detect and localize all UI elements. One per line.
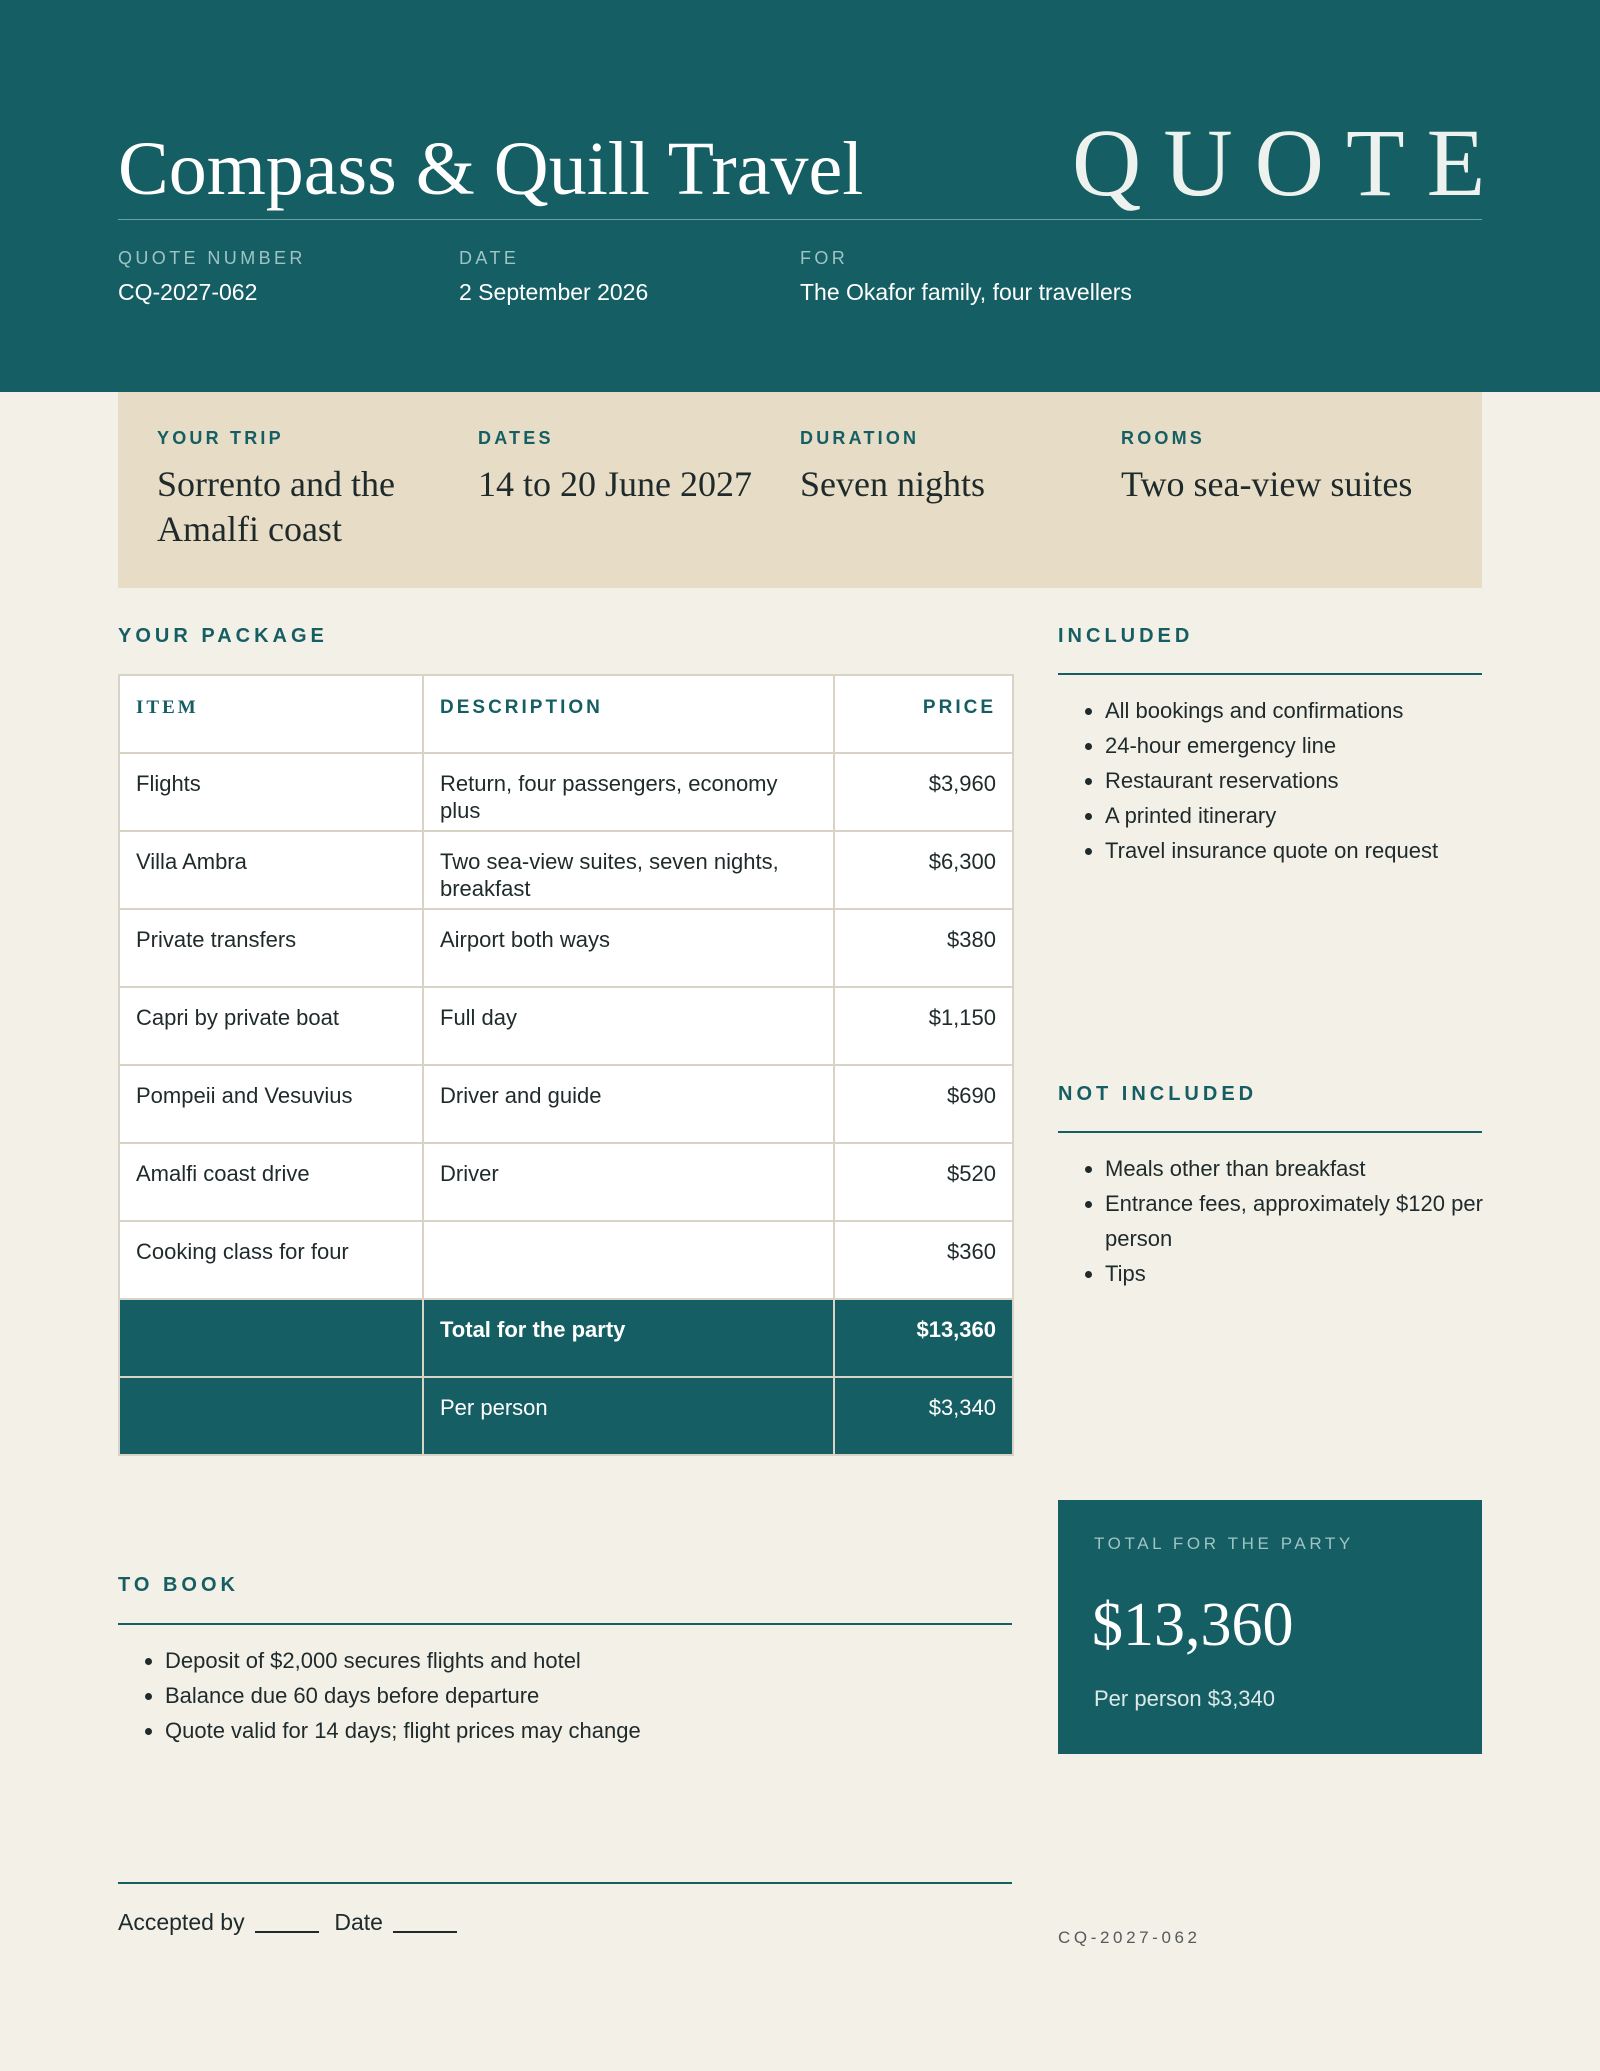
included-list xyxy=(1058,693,1545,868)
total-value: $13,360 xyxy=(834,1299,1013,1377)
total-row-spacer xyxy=(119,1299,423,1377)
per-person-row-spacer xyxy=(119,1377,423,1455)
row-price: $6,300 xyxy=(834,831,1013,909)
footer-quote-number: CQ-2027-062 xyxy=(1058,1928,1201,1947)
total-box-label: TOTAL FOR THE PARTY xyxy=(1094,1534,1354,1553)
row-item: Capri by private boat xyxy=(119,987,423,1065)
row-item: Villa Ambra xyxy=(119,831,423,909)
trip-summary xyxy=(118,392,1482,588)
table-row xyxy=(119,753,1013,831)
total-summary-box xyxy=(1058,1500,1482,1754)
list-item: • Meals other than breakfast xyxy=(1105,1151,1545,1186)
for-label: FOR xyxy=(800,248,849,268)
list-item: • Tips xyxy=(1105,1256,1545,1291)
row-item: Pompeii and Vesuvius xyxy=(119,1065,423,1143)
package-heading: YOUR PACKAGE xyxy=(118,625,328,647)
rooms-value: Two sea-view suites xyxy=(1121,464,1413,504)
row-description: Full day xyxy=(423,987,834,1065)
list-item: • Restaurant reservations xyxy=(1105,763,1545,798)
list-item: • Travel insurance quote on request xyxy=(1105,833,1545,868)
list-item: • Entrance fees, approximately $120 per person xyxy=(1105,1186,1545,1256)
per-person-row xyxy=(119,1377,1013,1455)
dates-value: 14 to 20 June 2027 xyxy=(478,464,752,504)
included-heading: INCLUDED xyxy=(1058,625,1194,647)
list-item: • 24-hour emergency line xyxy=(1105,728,1545,763)
acceptance-line xyxy=(118,1909,457,1936)
list-item: • Quote valid for 14 days; flight prices may change xyxy=(165,1713,1045,1748)
duration-value: Seven nights xyxy=(800,464,985,504)
row-price: $360 xyxy=(834,1221,1013,1299)
booking-divider xyxy=(118,1623,1012,1625)
for-value: The Okafor family, four travellers xyxy=(800,279,1132,305)
table-row xyxy=(119,1065,1013,1143)
table-header-row xyxy=(119,675,1013,753)
per-person-label: Per person xyxy=(423,1377,834,1455)
quote-number-value: CQ-2027-062 xyxy=(118,279,258,305)
brand-name: Compass & Quill Travel xyxy=(118,127,864,211)
row-price: $520 xyxy=(834,1143,1013,1221)
row-price: $3,960 xyxy=(834,753,1013,831)
list-item: • All bookings and confirmations xyxy=(1105,693,1545,728)
row-description: Two sea-view suites, seven nights, breakfast xyxy=(423,831,834,909)
document-title: QUOTE xyxy=(1072,109,1508,216)
date-value: 2 September 2026 xyxy=(459,279,649,305)
not-included-divider xyxy=(1058,1131,1482,1133)
row-price: $690 xyxy=(834,1065,1013,1143)
row-description: Return, four passengers, economy plus xyxy=(423,753,834,831)
booking-list xyxy=(118,1643,1045,1748)
row-price: $1,150 xyxy=(834,987,1013,1065)
header-divider xyxy=(118,219,1482,220)
row-description: Driver xyxy=(423,1143,834,1221)
table-row xyxy=(119,831,1013,909)
list-item: • Deposit of $2,000 secures flights and hotel xyxy=(165,1643,1045,1678)
signature-divider xyxy=(118,1882,1012,1884)
row-item: Cooking class for four xyxy=(119,1221,423,1299)
total-row xyxy=(119,1299,1013,1377)
table-row xyxy=(119,987,1013,1065)
row-item: Amalfi coast drive xyxy=(119,1143,423,1221)
booking-heading: TO BOOK xyxy=(118,1574,239,1596)
total-label: Total for the party xyxy=(423,1299,834,1377)
row-description xyxy=(423,1221,834,1299)
row-description: Airport both ways xyxy=(423,909,834,987)
column-header-item: ITEM xyxy=(119,675,423,753)
column-header-description: DESCRIPTION xyxy=(423,675,834,753)
accepted-by-label: Accepted by xyxy=(118,1909,245,1935)
not-included-heading: NOT INCLUDED xyxy=(1058,1083,1258,1105)
column-header-price: PRICE xyxy=(834,675,1013,753)
dates-label: DATES xyxy=(478,428,554,448)
included-divider xyxy=(1058,673,1482,675)
date-field-label: Date xyxy=(334,1909,383,1935)
row-item: Private transfers xyxy=(119,909,423,987)
row-item: Flights xyxy=(119,753,423,831)
header-band xyxy=(0,0,1600,392)
accepted-by-field[interactable] xyxy=(255,1931,319,1933)
quote-number-label: QUOTE NUMBER xyxy=(118,248,306,268)
trip-label: YOUR TRIP xyxy=(157,428,284,448)
not-included-list xyxy=(1058,1151,1545,1291)
table-row xyxy=(119,1221,1013,1299)
list-item: • Balance due 60 days before departure xyxy=(165,1678,1045,1713)
row-description: Driver and guide xyxy=(423,1065,834,1143)
total-box-per-person: Per person $3,340 xyxy=(1094,1686,1276,1711)
row-price: $380 xyxy=(834,909,1013,987)
date-field[interactable] xyxy=(393,1931,457,1933)
rooms-label: ROOMS xyxy=(1121,428,1206,448)
list-item: • A printed itinerary xyxy=(1105,798,1545,833)
date-label: DATE xyxy=(459,248,520,268)
per-person-value: $3,340 xyxy=(834,1377,1013,1455)
table-row xyxy=(119,1143,1013,1221)
table-row xyxy=(119,909,1013,987)
package-table xyxy=(118,674,1014,1456)
trip-value: Sorrento and the Amalfi coast xyxy=(157,464,395,549)
total-box-amount: $13,360 xyxy=(1092,1591,1294,1659)
duration-label: DURATION xyxy=(800,428,920,448)
